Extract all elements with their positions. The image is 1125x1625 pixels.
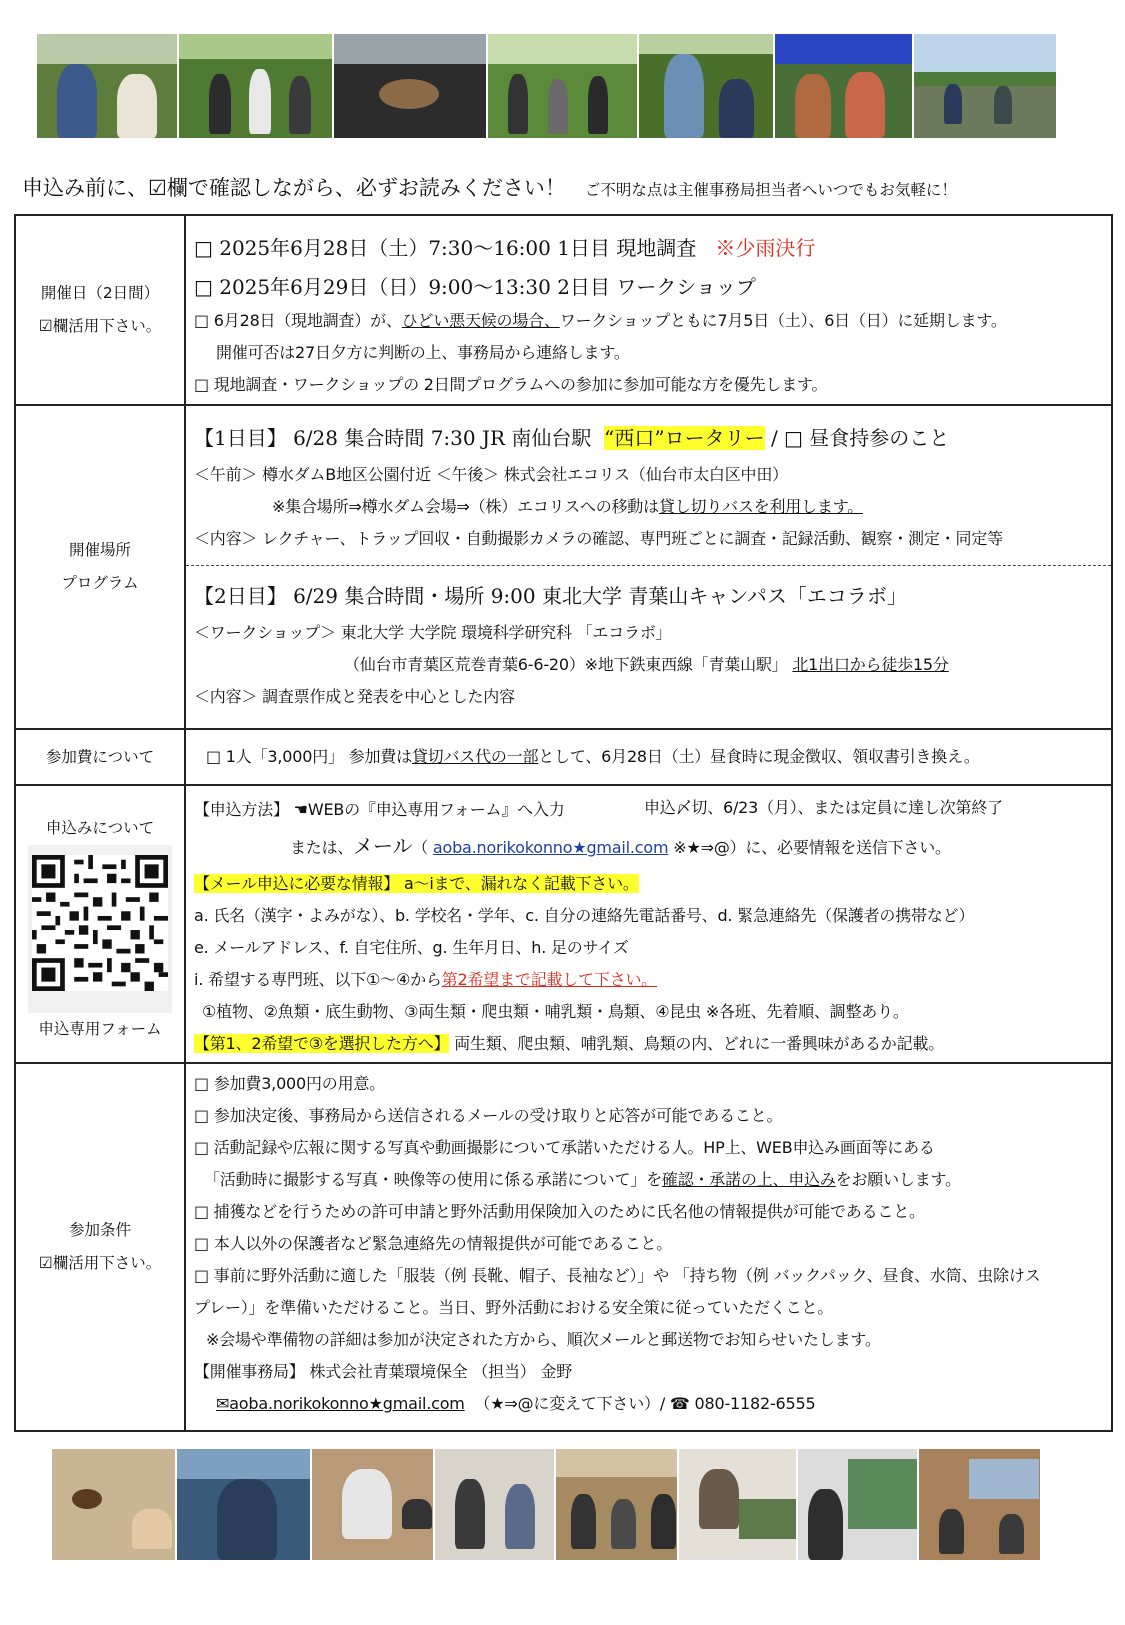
- headline: [22, 172, 1107, 202]
- content-apply: [185, 785, 1112, 1063]
- photo-tent-workshop: [775, 34, 913, 138]
- label-conditions-line1: 参加条件: [68, 1221, 131, 1239]
- apply-teams: ①植物、②魚類・底生動物、③両生類・爬虫類・哺乳類・鳥類、④昆虫 ※各班、先着順、調整あり。: [202, 1002, 909, 1021]
- apply-method-block: [194, 794, 1105, 826]
- photo-field-observation-2: [639, 34, 773, 138]
- photo-poster-presentation: [798, 1449, 917, 1560]
- program-day1-bus-u: 貸し切りバスを利用します。: [658, 497, 864, 516]
- apply-items-1: a. 氏名（漢字・よみがな）、b. 学校名・学年、c. 自分の連絡先電話番号、d. 緊急連絡先（保護者の携帯など）: [194, 906, 975, 925]
- apply-required-highlight: 【メール申込に必要な情報】 a～iまで、漏れなく記載下さい。: [194, 874, 639, 893]
- row-dates: [15, 215, 1112, 405]
- condition-4-b: をお願いします。: [835, 1170, 961, 1189]
- photo-forest-gathering: [488, 34, 638, 138]
- program-day2-content: ＜内容＞ 調査票作成と発表を中心とした内容: [194, 687, 515, 706]
- day1-note: ※少雨決行: [715, 236, 816, 260]
- apply-items-3-a: i. 希望する専門班、以下①～④から: [194, 970, 442, 989]
- condition-3: □ 活動記録や広報に関する写真や動画撮影について承諾いただける人。HP上、WEB申込み画面等にある: [194, 1138, 935, 1157]
- label-dates-line1: 開催日（2日間）: [40, 284, 160, 302]
- contact-line: [194, 1388, 1105, 1420]
- photo-lab-work: [312, 1449, 433, 1560]
- label-dates: [15, 215, 185, 405]
- photo-wetland-survey: [914, 34, 1056, 138]
- label-apply: [15, 785, 185, 1063]
- fee-line: [194, 741, 1105, 773]
- condition-6: □ 本人以外の保護者など緊急連絡先の情報提供が可能であること。: [194, 1234, 673, 1253]
- label-conditions: [15, 1063, 185, 1431]
- label-program-line1: 開催場所: [68, 541, 131, 559]
- condition-8: プレー）」を準備いただけること。当日、野外活動における安全策に従っていただくこと。: [194, 1298, 834, 1317]
- row-fee: [15, 729, 1112, 785]
- apply-mail-c: ※★⇒@）に、必要情報を送信下さい。: [668, 838, 951, 857]
- apply-mail-line: [194, 826, 1105, 868]
- apply-mail-link[interactable]: aoba.norikokonno★gmail.com: [432, 838, 669, 857]
- condition-4: [194, 1164, 1105, 1196]
- program-day2-title: 【2日目】 6/29 集合時間・場所 9:00 東北大学 青葉山キャンパス「エコラボ」: [194, 584, 907, 608]
- photo-group-discussion: [435, 1449, 554, 1560]
- label-dates-line2: ☑欄活用下さい。: [38, 317, 162, 335]
- apply-items-2: e. メールアドレス、f. 自宅住所、g. 生年月日、h. 足のサイズ: [194, 938, 629, 957]
- program-day1-highlight: “西口”ロータリー: [604, 426, 765, 450]
- apply-items-3-red: 第2希望まで記載して下さい。: [441, 970, 658, 989]
- program-day2-addr-u: 北1出口から徒歩15分: [792, 655, 949, 674]
- office-line: 【開催事務局】 株式会社青葉環境保全 （担当） 金野: [194, 1362, 573, 1381]
- apply-mail-big: メール: [353, 834, 413, 858]
- day1-line: [194, 228, 1105, 269]
- apply-items-3: [194, 964, 1105, 996]
- label-conditions-line2: ☑欄活用下さい。: [38, 1254, 162, 1272]
- apply-mail-a: または、: [290, 838, 354, 857]
- label-program-line2: プログラム: [61, 574, 139, 592]
- program-day1-place: ＜午前＞ 樽水ダムB地区公園付近 ＜午後＞ 株式会社エコリス（仙台市太白区中田）: [194, 465, 788, 484]
- day1-text: □ 2025年6月28日（土）7:30～16:00 1日目 現地調査: [194, 236, 697, 260]
- priority-line: □ 現地調査・ワークショップの 2日間プログラムへの参加に参加可能な方を優先します。: [194, 375, 828, 394]
- apply-choice-highlight: 【第1、2希望で③を選択した方へ】: [194, 1034, 450, 1053]
- decide-line: 開催可否は27日夕方に判断の上、事務局から連絡します。: [216, 343, 630, 362]
- qr-label: 申込専用フォーム: [38, 1020, 162, 1038]
- row-conditions: [15, 1063, 1112, 1431]
- contact-phone: （★⇒@に変えて下さい）/ ☎ 080-1182-6555: [474, 1394, 816, 1413]
- photo-specimen-table: [52, 1449, 175, 1560]
- condition-2: □ 参加決定後、事務局から送信されるメールの受け取りと応答が可能であること。: [194, 1106, 783, 1125]
- label-fee: 参加費について: [15, 729, 185, 785]
- info-table: [14, 214, 1113, 1432]
- content-conditions: [185, 1063, 1112, 1431]
- day2-line: □ 2025年6月29日（日）9:00～13:30 2日目 ワークショップ: [194, 275, 756, 299]
- bottom-photo-strip: [52, 1449, 1040, 1560]
- top-photo-strip: [37, 34, 1056, 138]
- content-program: [185, 405, 1112, 729]
- program-day1-title: [194, 418, 1105, 459]
- label-apply-title: 申込みについて: [45, 819, 155, 837]
- headline-main: 申込み前に、☑欄で確認しながら、必ずお読みください！: [22, 176, 566, 200]
- photo-worksheet: [679, 1449, 796, 1560]
- qr-code[interactable]: [28, 845, 172, 1013]
- postpone-b: ワークショップともに7月5日（土）、6日（日）に延期します。: [559, 311, 1007, 330]
- condition-7: □ 事前に野外活動に適した「服装（例 長靴、帽子、長袖など）」や 「持ち物（例 バックパック、昼食、水筒、虫除けス: [194, 1266, 1041, 1285]
- apply-required-line: [194, 868, 1105, 900]
- contact-mail-link[interactable]: ✉aoba.norikokonno★gmail.com: [216, 1394, 465, 1413]
- condition-1: □ 参加費3,000円の用意。: [194, 1074, 386, 1093]
- program-day1-content: ＜内容＞ レクチャー、トラップ回収・自動撮影カメラの確認、専門班ごとに調査・記録活動、観察・測定・同定等: [194, 529, 1003, 548]
- program-day2-addr-a: （仙台市青葉区荒巻青葉6-6-20）※地下鉄東西線「青葉山駅」: [344, 655, 793, 674]
- fee-u: 貸切バス代の一部: [411, 747, 539, 766]
- photo-microscope-child: [177, 1449, 310, 1560]
- fee-b: として、6月28日（土）昼食時に現金徴収、領収書引き換え。: [538, 747, 980, 766]
- photo-workshop-room: [556, 1449, 677, 1560]
- apply-method: 【申込方法】 ☚WEBの『申込専用フォーム』へ入力: [194, 800, 565, 819]
- photo-specimen-closeup: [334, 34, 486, 138]
- program-day2-addr: [194, 649, 1105, 681]
- row-apply: [15, 785, 1112, 1063]
- content-dates: [185, 215, 1112, 405]
- headline-sub: ご不明な点は主催事務局担当者へいつでもお気軽に！: [584, 181, 957, 199]
- photo-lecture-hall: [919, 1449, 1040, 1560]
- apply-choice-line: [194, 1028, 1105, 1060]
- postpone-line: [194, 305, 1105, 337]
- photo-field-observation-1: [37, 34, 177, 138]
- apply-deadline: 申込〆切、6/23（月）、または定員に達し次第終了: [644, 798, 1003, 817]
- row-program: [15, 405, 1112, 729]
- program-divider: [186, 565, 1111, 566]
- program-day1-b: / □ 昼食持参のこと: [764, 426, 950, 450]
- program-day1-bus: [194, 491, 1105, 523]
- apply-choice-text: 両生類、爬虫類、哺乳類、鳥類の内、どれに一番興味があるか記載。: [449, 1034, 944, 1053]
- content-fee: [185, 729, 1112, 785]
- postpone-a: □ 6月28日（現地調査）が、: [194, 311, 402, 330]
- photo-field-group: [179, 34, 333, 138]
- program-day1-a: 【1日目】 6/28 集合時間 7:30 JR 南仙台駅: [194, 426, 592, 450]
- program-day2-ws: ＜ワークショップ＞ 東北大学 大学院 環境科学研究科 「エコラボ」: [194, 623, 672, 642]
- apply-mail-b: （: [412, 838, 433, 857]
- condition-4-a: 「活動時に撮影する写真・映像等の使用に係る承諾について」を: [204, 1170, 662, 1189]
- label-program: [15, 405, 185, 729]
- fee-a: □ 1人「3,000円」 参加費は: [206, 747, 412, 766]
- postpone-u: ひどい悪天候の場合、: [401, 311, 560, 330]
- program-day1-bus-a: ※集合場所⇒樽水ダム会場⇒（株）エコリスへの移動は: [272, 497, 659, 516]
- qr-code-icon: [32, 855, 168, 991]
- condition-5: □ 捕獲などを行うための許可申請と野外活動用保険加入のために氏名他の情報提供が可能であること。: [194, 1202, 925, 1221]
- condition-9: ※会場や準備物の詳細は参加が決定された方から、順次メールと郵送物でお知らせいたします。: [206, 1330, 881, 1349]
- condition-4-u: 確認・承諾の上、申込み: [661, 1170, 836, 1189]
